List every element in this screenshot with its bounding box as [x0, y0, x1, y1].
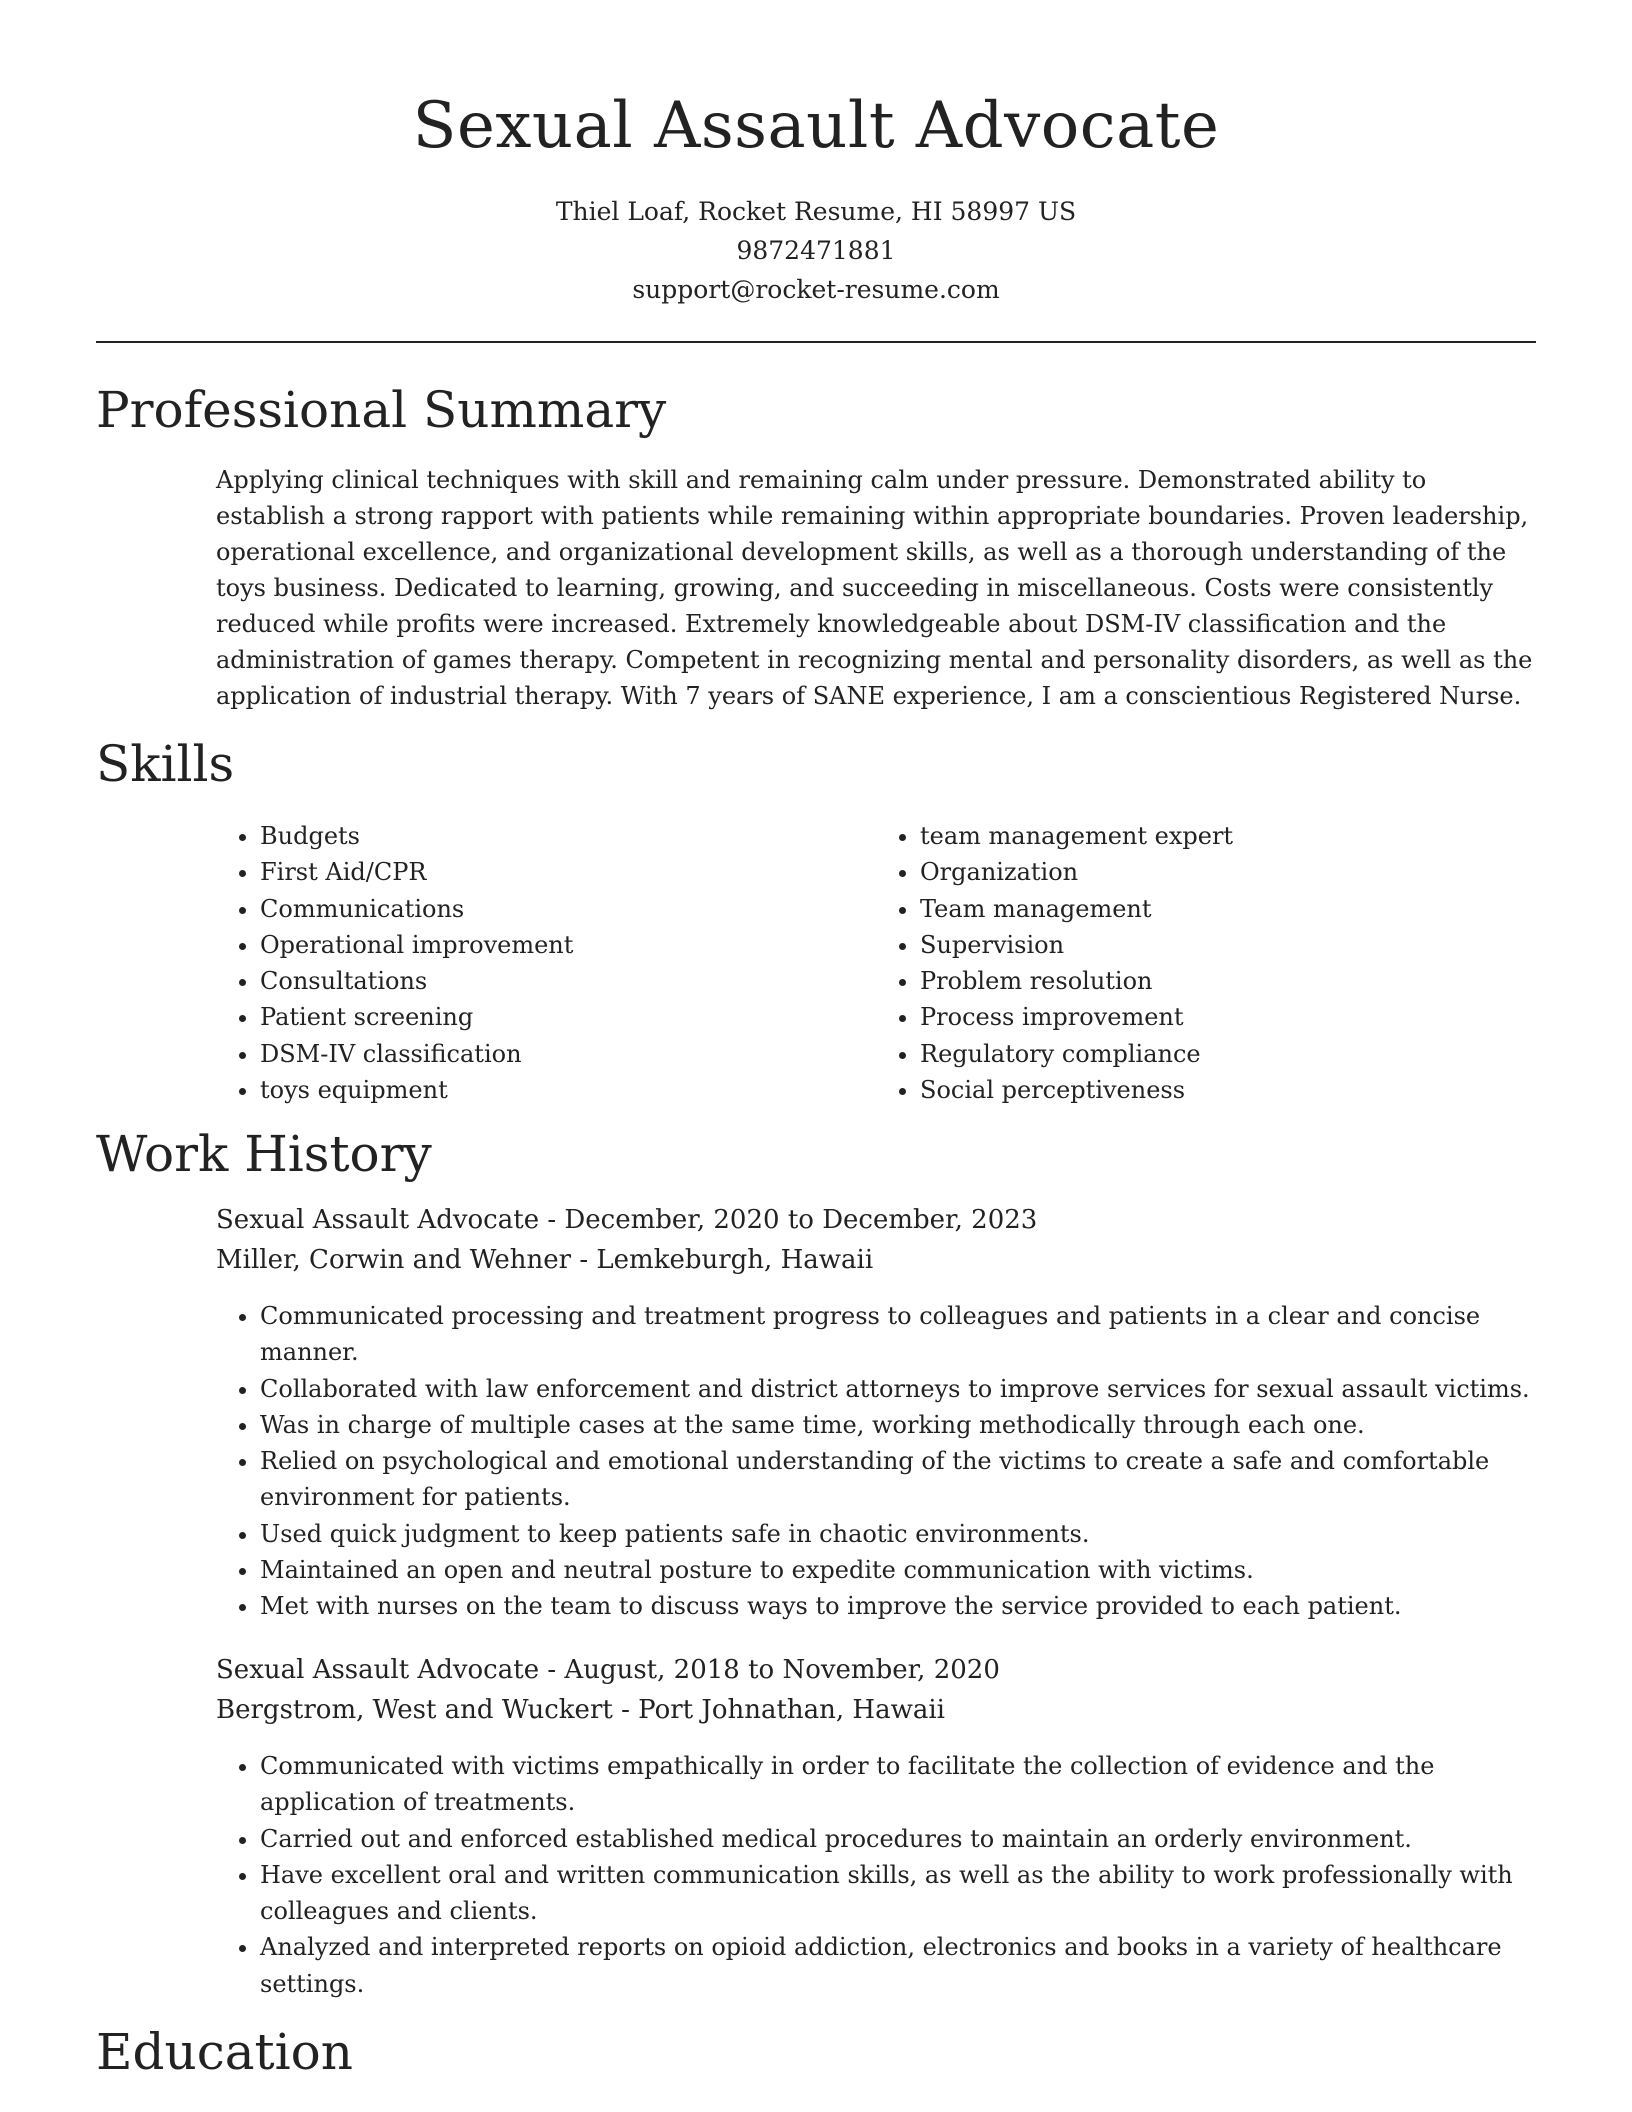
skill-item: • Budgets — [260, 818, 876, 854]
job-title: Sexual Assault Advocate — [216, 1655, 540, 1685]
education-heading: Education — [96, 2023, 353, 2081]
job-bullet: • Communicated with victims empathically in order to facilitate the collection of evidence and the application of treatments. — [260, 1748, 1560, 1821]
contact-email: support@rocket-resume.com — [632, 275, 1000, 304]
job-header — [216, 1650, 1536, 1730]
job-bullet: • Relied on psychological and emotional understanding of the victims to create a safe and comfortable environment for patients. — [260, 1443, 1560, 1516]
separator: - — [571, 1245, 597, 1275]
job-title: Sexual Assault Advocate — [216, 1205, 540, 1235]
skill-item: • Social perceptiveness — [920, 1072, 1536, 1108]
job-dates: August, 2018 to November, 2020 — [564, 1655, 1000, 1685]
skill-item: • Regulatory compliance — [920, 1036, 1536, 1072]
summary-text: Applying clinical techniques with skill and remaining calm under pressure. Demonstrated ability to establish a strong rapport with patients while remaining within appropriate boundaries. Proven leadership, operational excellence, and organizational development skills, as well as a thorough understanding of the toys business. Dedicated to learning, growing, and succeeding in miscellaneous. Costs were consistently reduced while profits were increased. Extremely knowledgeable about DSM-IV classification and the administration of games therapy. Competent in recognizing mental and personality disorders, as well as the application of industrial therapy. With 7 years of SANE experience, I am a conscientious Registered Nurse. — [216, 466, 1533, 710]
job-bullet: • Used quick judgment to keep patients safe in chaotic environments. — [260, 1516, 1560, 1552]
skill-item: • Supervision — [920, 927, 1536, 963]
separator: - — [539, 1655, 565, 1685]
job-bullet: • Met with nurses on the team to discuss ways to improve the service provided to each patient. — [260, 1588, 1560, 1624]
skills-heading: Skills — [96, 735, 235, 793]
job-company-line — [216, 1240, 1536, 1280]
job-dates: December, 2020 to December, 2023 — [564, 1205, 1038, 1235]
summary-heading: Professional Summary — [96, 381, 667, 439]
job-bullets — [216, 1298, 1560, 1625]
skill-item: • DSM-IV classification — [260, 1036, 876, 1072]
job-location: Port Johnathan, Hawaii — [638, 1695, 945, 1725]
job-company: Bergstrom, West and Wuckert — [216, 1695, 613, 1725]
job-bullet: • Analyzed and interpreted reports on opioid addiction, electronics and books in a variety of healthcare settings. — [260, 1929, 1560, 2002]
job-bullet: • Was in charge of multiple cases at the same time, working methodically through each one. — [260, 1407, 1560, 1443]
job-bullet: • Have excellent oral and written communication skills, as well as the ability to work professionally with colleagues and clients. — [260, 1857, 1560, 1930]
job-title-line — [216, 1650, 1536, 1690]
job-bullet: • Communicated processing and treatment progress to colleagues and patients in a clear and concise manner. — [260, 1298, 1560, 1371]
job-bullet: • Maintained an open and neutral posture to expedite communication with victims. — [260, 1552, 1560, 1588]
skill-item: • Team management — [920, 891, 1536, 927]
skills-column-right — [876, 818, 1536, 1108]
job-header — [216, 1200, 1536, 1280]
job-title-line — [216, 1200, 1536, 1240]
separator: - — [612, 1695, 639, 1725]
skill-item: • First Aid/CPR — [260, 854, 876, 890]
job-bullet: • Carried out and enforced established medical procedures to maintain an orderly environment. — [260, 1821, 1560, 1857]
contact-address: Thiel Loaf, Rocket Resume, HI 58997 US — [555, 197, 1077, 226]
job-bullets — [216, 1748, 1560, 2002]
skill-item: • Operational improvement — [260, 927, 876, 963]
skill-item: • Organization — [920, 854, 1536, 890]
job-bullet: • Collaborated with law enforcement and district attorneys to improve services for sexual assault victims. — [260, 1371, 1560, 1407]
skill-item: • Process improvement — [920, 999, 1536, 1035]
skill-item: • Consultations — [260, 963, 876, 999]
skill-item: • Problem resolution — [920, 963, 1536, 999]
skills-list — [216, 818, 1536, 1108]
job-company-line — [216, 1690, 1536, 1730]
contact-phone: 9872471881 — [736, 236, 896, 265]
contact-block — [0, 192, 1632, 309]
job-company: Miller, Corwin and Wehner — [216, 1245, 572, 1275]
resume-title: Sexual Assault Advocate — [412, 89, 1220, 163]
skill-item: • Patient screening — [260, 999, 876, 1035]
job-location: Lemkeburgh, Hawaii — [596, 1245, 874, 1275]
skill-item: • team management expert — [920, 818, 1536, 854]
resume-header — [0, 84, 1632, 309]
work-history-heading: Work History — [96, 1125, 432, 1183]
skill-item: • Communications — [260, 891, 876, 927]
skill-item: • toys equipment — [260, 1072, 876, 1108]
skills-column-left — [216, 818, 876, 1108]
separator: - — [539, 1205, 565, 1235]
header-divider — [96, 341, 1536, 343]
